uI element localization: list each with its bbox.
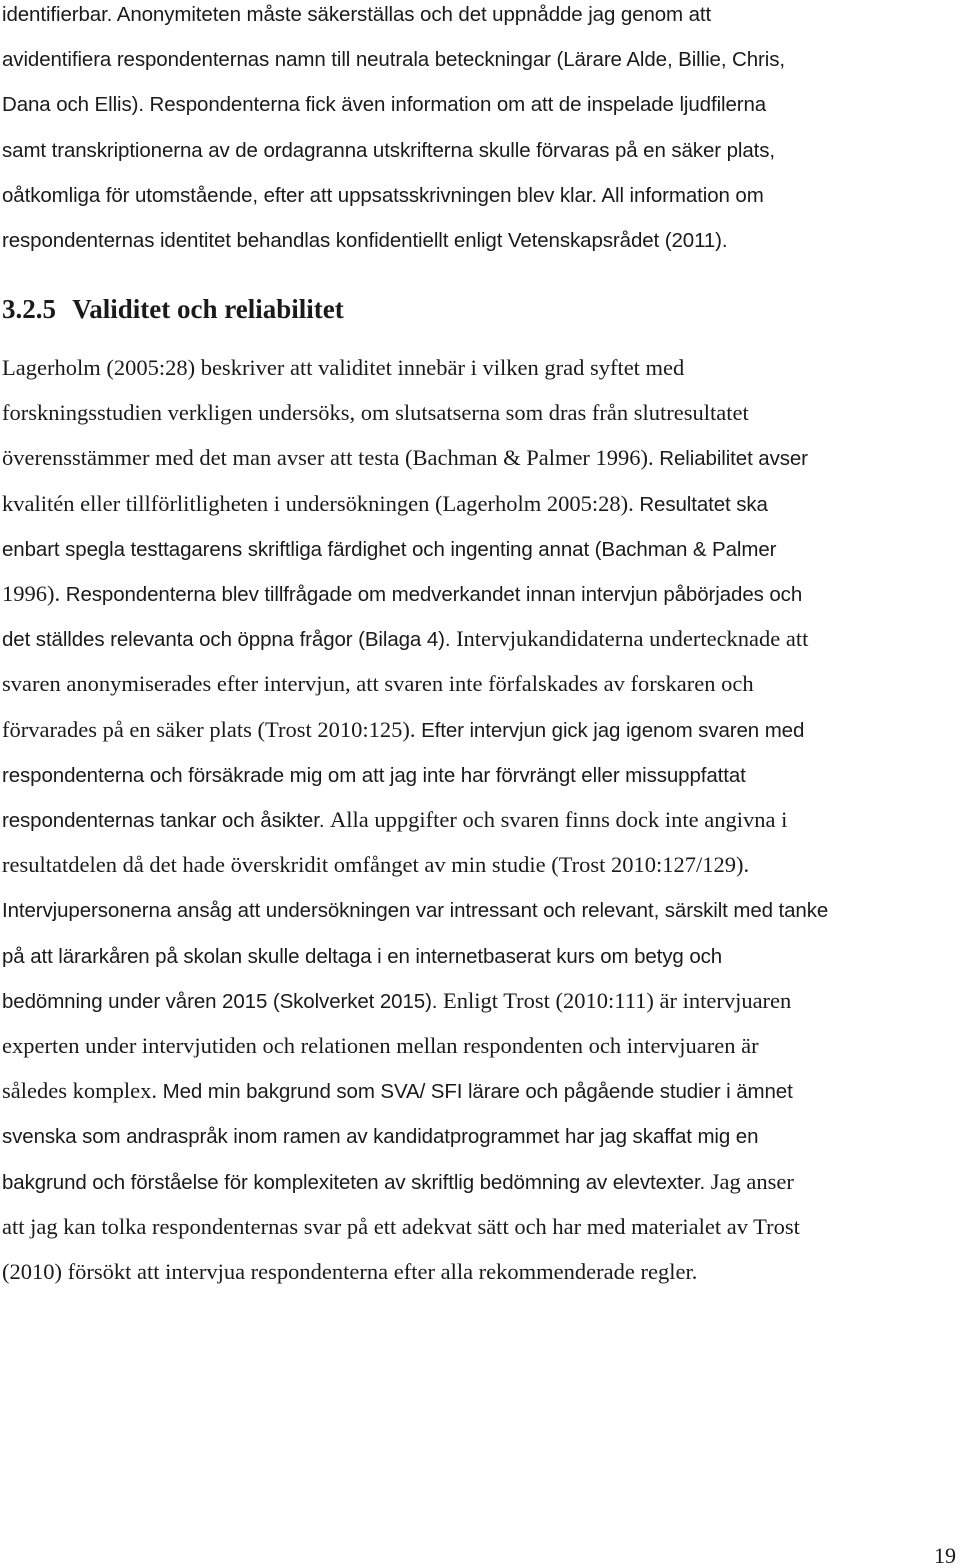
text-segment: således komplex. <box>2 1078 163 1104</box>
text-line <box>2 625 808 654</box>
text-segment: Enligt Trost (2010:111) är intervjuaren <box>443 987 792 1013</box>
text-line <box>2 444 808 473</box>
text-line <box>2 45 785 74</box>
text-line <box>2 0 711 29</box>
text-segment: svenska som andraspråk inom ramen av kandidatprogrammet har jag skaffat mig en <box>2 1125 759 1149</box>
text-line <box>2 1122 758 1151</box>
text-segment: förvarades på en säker plats (Trost 2010:125). <box>2 716 422 742</box>
text-segment: respondenterna och försäkrade mig om att jag inte har förvrängt eller missuppfattat <box>2 763 746 787</box>
text-line <box>2 181 764 210</box>
text-line <box>2 580 802 609</box>
text-line <box>2 761 746 790</box>
text-segment: experten under intervjutiden och relationen mellan respondenten och intervjuaren är <box>2 1033 759 1058</box>
text-line <box>2 987 791 1016</box>
text-segment: Respondenterna blev tillfrågade om medverkandet innan intervjun påbörjades och <box>65 583 803 606</box>
text-segment: på att lärarkåren på skolan skulle deltaga i en internetbaserat kurs om betyg och <box>2 944 723 968</box>
text-line <box>2 1213 800 1241</box>
text-line <box>2 1032 759 1060</box>
text-line <box>2 90 766 119</box>
text-line <box>2 670 754 698</box>
text-segment: Dana och Ellis). Respondenterna fick även information om att de inspelade ljudfilerna <box>2 93 767 117</box>
text-segment: Jag anser <box>710 1168 794 1194</box>
text-segment: avidentifiera respondenternas namn till neutrala beteckningar (Lärare Alde, Billie, Chris, <box>2 48 785 72</box>
text-line <box>2 1258 697 1286</box>
text-line <box>2 399 749 427</box>
text-segment: enbart spegla testtagarens skriftliga färdighet och ingenting annat (Bachman & Palmer <box>2 537 777 561</box>
text-segment: bakgrund och förståelse för komplexiteten av skriftlig bedömning av elevtexter. <box>2 1170 711 1194</box>
text-line <box>2 806 787 835</box>
text-segment: Lagerholm (2005:28) beskriver att validitet innebär i vilken grad syftet med <box>2 355 685 380</box>
text-segment: överensstämmer med det man avser att testa (Bachman & Palmer 1996). <box>2 445 660 471</box>
text-segment: respondenternas identitet behandlas konfidentiellt enligt Vetenskapsrådet (2011). <box>2 229 728 252</box>
text-segment: oåtkomliga för utomstående, efter att uppsatsskrivningen blev klar. All information om <box>2 183 764 207</box>
text-segment: svaren anonymiserades efter intervjun, att svaren inte förfalskades av forskaren och <box>2 671 754 697</box>
text-segment: forskningsstudien verkligen undersöks, om slutsatserna som dras från slutresultatet <box>2 400 749 426</box>
text-line <box>2 1168 794 1197</box>
section-title: Validitet och reliabilitet <box>72 294 344 324</box>
text-segment: Reliabilitet avser <box>659 447 808 471</box>
text-line <box>2 896 828 925</box>
text-segment: identifierbar. Anonymiteten måste säkerställas och det uppnådde jag genom att <box>2 3 712 26</box>
text-line <box>2 136 775 165</box>
text-line <box>2 490 768 519</box>
text-segment: resultatdelen då det hade överskridit omfånget av min studie (Trost 2010:127/129). <box>2 852 750 878</box>
text-line <box>2 226 727 255</box>
text-segment: bedömning under våren 2015 (Skolverket 2015). <box>2 989 443 1013</box>
text-line <box>2 1077 793 1106</box>
text-segment: Alla uppgifter och svaren finns dock inte angivna i <box>330 807 788 832</box>
section-number: 3.2.5 <box>2 294 56 324</box>
text-segment: att jag kan tolka respondenternas svar på ett adekvat sätt och har med materialet av Trost <box>2 1213 800 1239</box>
text-line <box>2 716 804 745</box>
text-segment: det ställdes relevanta och öppna frågor (Bilaga 4). <box>2 628 457 652</box>
text-segment: Intervjukandidaterna undertecknade att <box>456 626 809 652</box>
text-line <box>2 942 722 971</box>
text-segment: samt transkriptionerna av de ordagranna utskrifterna skulle förvaras på en säker plats, <box>2 138 775 162</box>
text-segment: 1996). <box>2 581 66 606</box>
page-number: 19 <box>934 1543 956 1568</box>
section-heading <box>2 292 344 326</box>
text-line <box>2 535 776 564</box>
text-segment: respondenternas tankar och åsikter. <box>2 809 331 832</box>
text-segment: kvalitén eller tillförlitligheten i undersökningen (Lagerholm 2005:28). <box>2 490 640 516</box>
text-segment: (2010) försökt att intervjua respondenterna efter alla rekommenderade regler. <box>2 1259 698 1284</box>
text-segment: Resultatet ska <box>639 492 768 516</box>
text-line <box>2 851 749 879</box>
text-segment: Med min bakgrund som SVA/ SFI lärare och pågående studier i ämnet <box>162 1080 793 1104</box>
text-line <box>2 354 684 382</box>
text-segment: Intervjupersonerna ansåg att undersökningen var intressant och relevant, särskilt med tanke <box>2 899 829 923</box>
text-segment: Efter intervjun gick jag igenom svaren med <box>421 718 805 742</box>
